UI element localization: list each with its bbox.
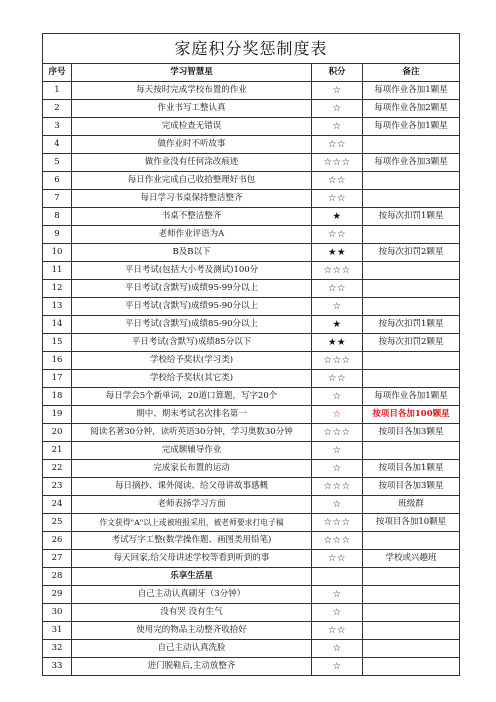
row-score-cell: ☆☆☆ [312,478,363,496]
row-index-cell: 10 [43,244,72,262]
row-item-cell: 考试写字工整(数学操作题、画图类用铅笔) [72,532,312,550]
row-score-cell: ☆ [312,658,363,676]
row-score-cell: ☆☆ [312,226,363,244]
row-index-cell: 28 [43,568,72,586]
row-note-cell [363,262,460,280]
row-note-cell [363,190,460,208]
row-index-cell: 3 [43,118,72,136]
row-note-cell: 按项目各加100颗星 [363,406,460,424]
row-score-cell: ☆ [312,298,363,316]
table-row [43,622,460,640]
table-row [43,334,460,352]
row-item-cell: 老师表扬学习方面 [72,496,312,514]
row-index-cell: 26 [43,532,72,550]
row-score-cell: ☆ [312,118,363,136]
row-note-cell: 按每次扣罚1颗星 [363,208,460,226]
row-note-cell: 按项目各加3颗星 [363,478,460,496]
table-row [43,136,460,154]
row-item-cell: 使用完的物品主动整齐收拾好 [72,622,312,640]
row-item-cell: 平日考试(含默写)成绩95-90分以上 [72,298,312,316]
row-index-cell: 13 [43,298,72,316]
row-index-cell: 7 [43,190,72,208]
row-item-cell: 没有哭 没有生气 [72,604,312,622]
row-item-cell: 平日考试(含默写)成绩95-99分以上 [72,280,312,298]
table-row [43,406,460,424]
table-row [43,640,460,658]
reward-table [42,33,460,676]
row-index-cell: 24 [43,496,72,514]
row-score-cell: ★ [312,316,363,334]
row-score-cell: ★ [312,208,363,226]
row-item-cell: 进门脱鞋后,主动放整齐 [72,658,312,676]
row-note-cell: 每项作业各加1颗星 [363,388,460,406]
row-score-cell: ★★ [312,334,363,352]
table-row [43,316,460,334]
row-note-cell: 按项目各加3颗星 [363,424,460,442]
row-note-cell: 按项目各加1颗星 [363,460,460,478]
row-index-cell: 11 [43,262,72,280]
row-item-cell: 完成家长布置的运动 [72,460,312,478]
row-index-cell: 2 [43,100,72,118]
row-score-cell: ☆ [312,496,363,514]
row-note-cell: 按每次扣罚2颗星 [363,334,460,352]
table-row [43,460,460,478]
row-index-cell: 1 [43,82,72,100]
row-item-cell: 平日考试(含默写)成绩85-90分以上 [72,316,312,334]
table-row [43,604,460,622]
row-score-cell: ☆☆☆ [312,514,363,532]
row-index-cell: 6 [43,172,72,190]
table-row [43,172,460,190]
row-note-cell [363,352,460,370]
row-score-cell: ☆☆☆ [312,352,363,370]
row-note-cell [363,658,460,676]
row-index-cell: 17 [43,370,72,388]
row-index-cell: 9 [43,226,72,244]
row-item-cell: 期中、期末考试名次排名第一 [72,406,312,424]
row-score-cell: ☆☆ [312,622,363,640]
row-note-cell [363,226,460,244]
row-index-cell: 23 [43,478,72,496]
row-note-cell: 每项作业各加3颗星 [363,154,460,172]
row-note-cell [363,280,460,298]
table-row [43,496,460,514]
row-score-cell: ☆ [312,586,363,604]
row-note-cell [363,586,460,604]
header-score: 积分 [312,64,363,82]
header-index: 序号 [43,64,72,82]
table-row [43,424,460,442]
row-score-cell: ☆ [312,406,363,424]
row-note-cell: 班级群 [363,496,460,514]
section-label-cell: 乐享生活星 [72,568,312,586]
row-score-cell: ☆ [312,640,363,658]
table-row [43,280,460,298]
table-row [43,658,460,676]
row-note-cell: 每项作业各加1颗星 [363,118,460,136]
row-index-cell: 25 [43,514,72,532]
table-row [43,154,460,172]
row-index-cell: 29 [43,586,72,604]
table-row [43,208,460,226]
row-note-cell [363,532,460,550]
row-score-cell: ☆☆☆ [312,154,363,172]
table-row [43,442,460,460]
table-row [43,190,460,208]
row-note-cell [363,172,460,190]
row-item-cell: 做作业没有任何涂改痕迹 [72,154,312,172]
header-item: 学习智慧星 [72,64,312,82]
row-index-cell: 21 [43,442,72,460]
row-item-cell: 每日学习书桌保持整洁整齐 [72,190,312,208]
row-score-cell: ☆ [312,460,363,478]
row-item-cell: B及B以下 [72,244,312,262]
row-score-cell: ☆ [312,82,363,100]
row-score-cell: ☆☆ [312,550,363,568]
table-row [43,586,460,604]
row-item-cell: 作文获得"A"以上或被班报采用，被老师要求打电子稿 [72,514,312,532]
row-item-cell: 每日学会5个新单词，20道口算题，写字20个 [72,388,312,406]
table-row [43,550,460,568]
row-score-cell: ☆☆ [312,136,363,154]
row-note-cell: 学校或兴趣班 [363,550,460,568]
row-item-cell: 完成额辅导作业 [72,442,312,460]
row-index-cell: 19 [43,406,72,424]
row-note-cell [363,568,460,586]
title-row [43,34,460,64]
row-item-cell: 每天按时完成学校布置的作业 [72,82,312,100]
row-note-cell: 每项作业各加2颗星 [363,100,460,118]
row-note-cell [363,298,460,316]
table-row [43,352,460,370]
row-score-cell: ☆ [312,388,363,406]
table-row [43,82,460,100]
row-item-cell: 自己主动认真刷牙（3分钟） [72,586,312,604]
row-score-cell: ☆☆ [312,280,363,298]
row-index-cell: 33 [43,658,72,676]
row-item-cell: 书桌不整洁整齐 [72,208,312,226]
row-score-cell: ☆ [312,100,363,118]
row-index-cell: 18 [43,388,72,406]
row-index-cell: 15 [43,334,72,352]
row-item-cell: 学校给予奖状(学习类) [72,352,312,370]
row-note-cell: 按每次扣罚1颗星 [363,316,460,334]
table-row [43,514,460,532]
row-index-cell: 27 [43,550,72,568]
table-row [43,118,460,136]
row-item-cell: 平日考试(含默写)成绩85分以下 [72,334,312,352]
table-row [43,478,460,496]
row-index-cell: 30 [43,604,72,622]
row-note-cell [363,442,460,460]
row-note-cell: 每项作业各加1颗星 [363,82,460,100]
table-row [43,100,460,118]
row-note-cell: 按项目各加10颗星 [363,514,460,532]
row-index-cell: 32 [43,640,72,658]
row-item-cell: 每日作业完成自己收拾整理好书包 [72,172,312,190]
row-item-cell: 完成检查无错误 [72,118,312,136]
header-note: 备注 [363,64,460,82]
row-note-cell [363,136,460,154]
table-row [43,226,460,244]
row-item-cell: 作业书写工整认真 [72,100,312,118]
row-score-cell: ☆ [312,442,363,460]
row-score-cell: ★★ [312,244,363,262]
row-note-cell [363,370,460,388]
row-score-cell: ☆☆ [312,190,363,208]
row-item-cell: 自己主动认真洗脸 [72,640,312,658]
row-item-cell: 做作业时不听故事 [72,136,312,154]
row-score-cell: ☆ [312,604,363,622]
table-row [43,244,460,262]
row-index-cell: 31 [43,622,72,640]
row-score-cell: ☆☆☆ [312,532,363,550]
reward-table-sheet [42,33,460,676]
table-row [43,298,460,316]
row-item-cell: 学校给予奖状(其它类) [72,370,312,388]
row-index-cell: 20 [43,424,72,442]
row-index-cell: 8 [43,208,72,226]
row-score-cell: ☆☆☆ [312,424,363,442]
row-item-cell: 平日考试(包括大小考及测试)100分 [72,262,312,280]
row-index-cell: 12 [43,280,72,298]
row-index-cell: 22 [43,460,72,478]
table-row [43,262,460,280]
row-index-cell: 16 [43,352,72,370]
table-row [43,370,460,388]
row-score-cell: ☆☆ [312,172,363,190]
table-row [43,568,460,586]
row-item-cell: 每天回家,给父母讲述学校等看到听到的事 [72,550,312,568]
row-note-cell [363,640,460,658]
table-row [43,388,460,406]
table-row [43,532,460,550]
row-index-cell: 5 [43,154,72,172]
row-item-cell: 每日摘抄、课外阅读、给父母讲故事感概 [72,478,312,496]
row-note-cell [363,622,460,640]
header-row [43,64,460,82]
row-index-cell: 14 [43,316,72,334]
row-note-cell: 按每次扣罚2颗星 [363,244,460,262]
row-score-cell: ☆☆☆ [312,262,363,280]
row-score-cell: ☆☆ [312,370,363,388]
page-title: 家庭积分奖惩制度表 [43,34,460,64]
row-note-cell [363,604,460,622]
row-index-cell: 4 [43,136,72,154]
row-item-cell: 阅读名著30分钟，读听英语30分钟，学习奥数30分钟 [72,424,312,442]
row-item-cell: 老师作业评语为A [72,226,312,244]
row-score-cell [312,568,363,586]
